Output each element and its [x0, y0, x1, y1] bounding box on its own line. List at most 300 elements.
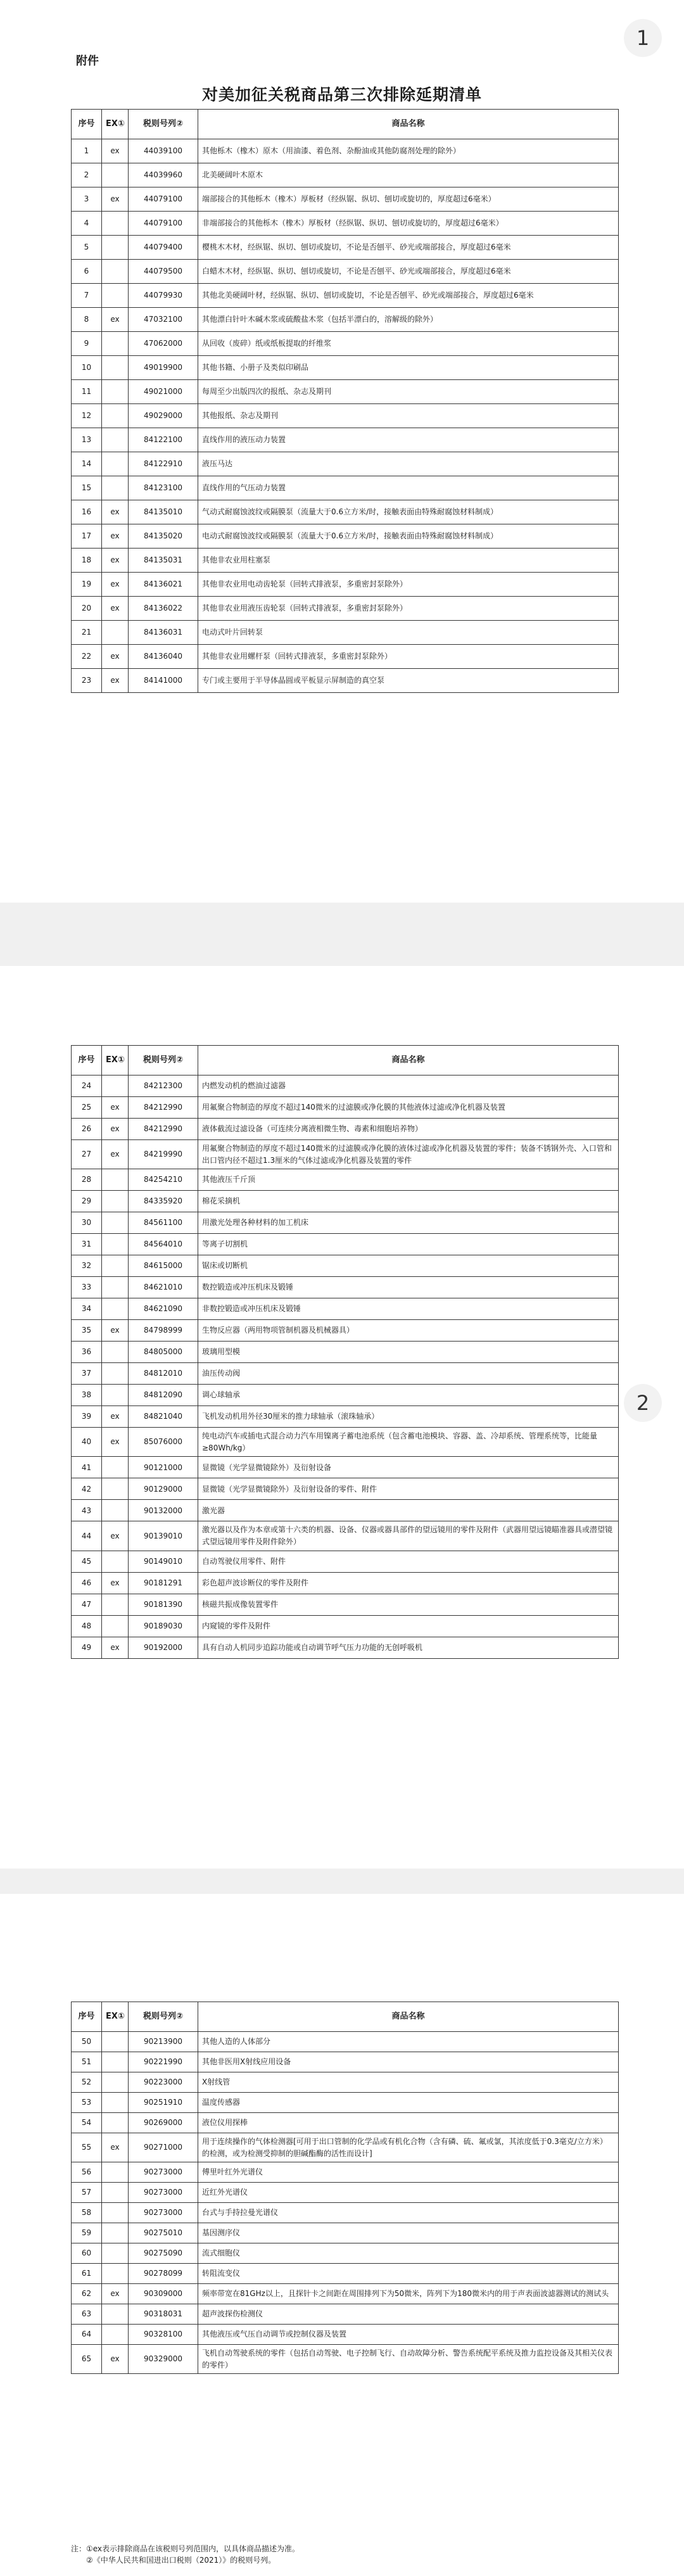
row-serial: 12	[72, 404, 102, 428]
table-row	[72, 573, 619, 597]
table-row	[72, 2264, 619, 2284]
row-serial: 24	[72, 1075, 102, 1097]
row-serial: 6	[72, 260, 102, 284]
table-row	[72, 2133, 619, 2162]
table-row	[72, 187, 619, 212]
row-ex: ex	[102, 1637, 129, 1658]
row-ex: ex	[102, 1119, 129, 1140]
table-row	[72, 236, 619, 260]
row-tariff-code: 84564010	[129, 1234, 198, 1255]
row-tariff-code: 90329000	[129, 2345, 198, 2374]
row-ex	[102, 2264, 129, 2284]
row-product-name: 其他液压千斤顶	[198, 1169, 619, 1191]
row-serial: 35	[72, 1320, 102, 1342]
row-ex: ex	[102, 139, 129, 163]
row-tariff-code: 84821040	[129, 1406, 198, 1428]
row-tariff-code: 90181390	[129, 1594, 198, 1615]
row-product-name: 直线作用的液压动力装置	[198, 428, 619, 452]
row-serial: 60	[72, 2243, 102, 2264]
row-ex: ex	[102, 573, 129, 597]
row-ex	[102, 236, 129, 260]
row-serial: 39	[72, 1406, 102, 1428]
row-ex: ex	[102, 2133, 129, 2162]
row-serial: 8	[72, 308, 102, 332]
row-ex	[102, 2162, 129, 2183]
row-product-name: 其他栎木（橡木）原木（用油漆、着色剂、杂酚油或其他防腐剂处理的除外）	[198, 139, 619, 163]
table-row	[72, 1521, 619, 1551]
header-serial: 序号	[72, 110, 102, 139]
row-ex: ex	[102, 500, 129, 524]
row-tariff-code: 90275010	[129, 2223, 198, 2243]
row-product-name: 生物反应器（两用物项管制机器及机械器具）	[198, 1320, 619, 1342]
row-ex	[102, 452, 129, 476]
row-ex: ex	[102, 669, 129, 693]
row-product-name: 飞机发动机用外径30厘米的推力球轴承（滚珠轴承）	[198, 1406, 619, 1428]
table-row	[72, 669, 619, 693]
row-tariff-code: 84621010	[129, 1277, 198, 1298]
row-ex: ex	[102, 2345, 129, 2374]
row-tariff-code: 84141000	[129, 669, 198, 693]
header-ex: EX①	[102, 110, 129, 139]
row-tariff-code: 84335920	[129, 1191, 198, 1212]
row-product-name: 频率带宽在81GHz以上，且探针卡之间距在周围排列下为50微米，阵列下为180微米内的用于声表面波滤器测试的测试头	[198, 2284, 619, 2304]
row-product-name: 调心球轴承	[198, 1385, 619, 1406]
row-product-name: 激光器	[198, 1500, 619, 1521]
table-row	[72, 1500, 619, 1521]
table-row	[72, 1406, 619, 1428]
row-ex	[102, 2183, 129, 2203]
row-ex	[102, 2325, 129, 2345]
table-header-row	[72, 1046, 619, 1075]
row-serial: 55	[72, 2133, 102, 2162]
row-serial: 30	[72, 1212, 102, 1234]
row-serial: 15	[72, 476, 102, 500]
row-tariff-code: 44079100	[129, 212, 198, 236]
table-row	[72, 308, 619, 332]
row-product-name: 专门或主要用于半导体晶圆或平板显示屏制造的真空泵	[198, 669, 619, 693]
row-tariff-code: 90251910	[129, 2093, 198, 2113]
row-ex: ex	[102, 2284, 129, 2304]
row-ex	[102, 621, 129, 645]
row-serial: 20	[72, 597, 102, 621]
header-tariff-code: 税则号列②	[129, 1046, 198, 1075]
header-product-name: 商品名称	[198, 1046, 619, 1075]
table-row	[72, 2052, 619, 2072]
row-product-name: 显微镜（光学显微镜除外）及衍射设备的零件、附件	[198, 1478, 619, 1500]
row-product-name: 直线作用的气压动力装置	[198, 476, 619, 500]
row-tariff-code: 44079930	[129, 284, 198, 308]
row-tariff-code: 90273000	[129, 2162, 198, 2183]
table-row	[72, 1637, 619, 1658]
table-row	[72, 2243, 619, 2264]
footnote-line-1: 注：①ex表示排除商品在该税则号列范围内，以具体商品描述为准。	[71, 2544, 300, 2553]
table-row	[72, 356, 619, 380]
row-ex	[102, 1615, 129, 1637]
table-row	[72, 404, 619, 428]
header-tariff-code: 税则号列②	[129, 110, 198, 139]
row-serial: 58	[72, 2203, 102, 2223]
row-product-name: 核磁共振成像装置零件	[198, 1594, 619, 1615]
table-row	[72, 2304, 619, 2325]
row-product-name: 其他人造的人体部分	[198, 2032, 619, 2052]
table-row	[72, 1191, 619, 1212]
row-serial: 17	[72, 524, 102, 549]
row-tariff-code: 84136031	[129, 621, 198, 645]
page-number-badge: 2	[624, 1384, 662, 1422]
row-product-name: 电动式叶片回转泵	[198, 621, 619, 645]
attachment-label: 附件	[76, 54, 99, 68]
row-product-name: 其他非农业用螺杆泵（回转式排液泵，多重密封泵除外）	[198, 645, 619, 669]
table-row	[72, 549, 619, 573]
row-serial: 45	[72, 1551, 102, 1572]
row-serial: 25	[72, 1097, 102, 1119]
row-product-name: 数控锻造或冲压机床及锻锤	[198, 1277, 619, 1298]
row-ex	[102, 1594, 129, 1615]
row-product-name: 北美硬阔叶木原木	[198, 163, 619, 187]
row-product-name: 端部接合的其他栎木（橡木）厚板材（经纵锯、纵切、刨切或旋切的，厚度超过6毫米）	[198, 187, 619, 212]
row-product-name: 其他非医用X射线应用设备	[198, 2052, 619, 2072]
row-product-name: 彩色超声波诊断仪的零件及附件	[198, 1572, 619, 1594]
row-tariff-code: 84135010	[129, 500, 198, 524]
row-product-name: 飞机自动驾驶系统的零件（包括自动驾驶、电子控制飞行、自动故障分析、警告系统配平系统及推力监控设备及其相关仪表的零件）	[198, 2345, 619, 2374]
row-tariff-code: 47062000	[129, 332, 198, 356]
table-row	[72, 380, 619, 404]
table-row	[72, 332, 619, 356]
row-serial: 16	[72, 500, 102, 524]
row-serial: 5	[72, 236, 102, 260]
row-ex	[102, 1277, 129, 1298]
row-serial: 2	[72, 163, 102, 187]
row-tariff-code: 44039960	[129, 163, 198, 187]
row-tariff-code: 84212990	[129, 1097, 198, 1119]
row-product-name: 其他报纸、杂志及期刊	[198, 404, 619, 428]
row-serial: 4	[72, 212, 102, 236]
row-tariff-code: 84135031	[129, 549, 198, 573]
row-tariff-code: 49021000	[129, 380, 198, 404]
row-ex	[102, 1385, 129, 1406]
row-serial: 10	[72, 356, 102, 380]
row-ex: ex	[102, 549, 129, 573]
row-serial: 19	[72, 573, 102, 597]
row-tariff-code: 84122910	[129, 452, 198, 476]
table-row	[72, 2113, 619, 2133]
row-product-name: 锯床或切断机	[198, 1255, 619, 1277]
document-page-3	[0, 1894, 684, 2576]
row-tariff-code: 44039100	[129, 139, 198, 163]
table-row	[72, 1298, 619, 1320]
row-product-name: 油压传动阀	[198, 1363, 619, 1385]
row-product-name: 具有自动人机同步追踪功能或自动调节呼气压力功能的无创呼吸机	[198, 1637, 619, 1658]
row-tariff-code: 90273000	[129, 2183, 198, 2203]
row-ex	[102, 476, 129, 500]
row-product-name: 其他非农业用电动齿轮泵（回转式排液泵，多重密封泵除外）	[198, 573, 619, 597]
table-row	[72, 1255, 619, 1277]
table-row	[72, 2183, 619, 2203]
table-header-row	[72, 110, 619, 139]
row-product-name: 用激光处理各种材料的加工机床	[198, 1212, 619, 1234]
row-serial: 7	[72, 284, 102, 308]
document-title: 对美加征关税商品第三次排除延期清单	[201, 86, 482, 104]
table-row	[72, 2223, 619, 2243]
row-tariff-code: 84212990	[129, 1119, 198, 1140]
table-row	[72, 1277, 619, 1298]
row-tariff-code: 84212300	[129, 1075, 198, 1097]
row-ex	[102, 2032, 129, 2052]
row-product-name: 其他非农业用液压齿轮泵（回转式排液泵，多重密封泵除外）	[198, 597, 619, 621]
row-tariff-code: 90181291	[129, 1572, 198, 1594]
row-ex: ex	[102, 1406, 129, 1428]
row-product-name: 气动式耐腐蚀波纹或隔膜泵（流量大于0.6立方米/时，接触表面由特殊耐腐蚀材料制成）	[198, 500, 619, 524]
header-tariff-code: 税则号列②	[129, 2002, 198, 2032]
row-product-name: 显微镜（光学显微镜除外）及衍射设备	[198, 1457, 619, 1478]
row-tariff-code: 47032100	[129, 308, 198, 332]
row-tariff-code: 90129000	[129, 1478, 198, 1500]
row-ex	[102, 2052, 129, 2072]
row-tariff-code: 90273000	[129, 2203, 198, 2223]
table-row	[72, 1551, 619, 1572]
row-ex	[102, 1457, 129, 1478]
row-product-name: 用于连续操作的气体检测器[可用于出口管制的化学品或有机化合物（含有磷、硫、氟或氯，其浓度低于0.3毫克/立方米）的检测，或为检测受抑制的胆碱酯酶的活性而设计]	[198, 2133, 619, 2162]
table-row	[72, 1478, 619, 1500]
row-tariff-code: 44079500	[129, 260, 198, 284]
row-ex	[102, 356, 129, 380]
row-ex	[102, 2072, 129, 2093]
row-tariff-code: 44079100	[129, 187, 198, 212]
row-tariff-code: 90223000	[129, 2072, 198, 2093]
row-ex	[102, 1234, 129, 1255]
row-ex	[102, 1500, 129, 1521]
row-ex	[102, 163, 129, 187]
row-serial: 48	[72, 1615, 102, 1637]
row-tariff-code: 84561100	[129, 1212, 198, 1234]
row-ex: ex	[102, 187, 129, 212]
table-row	[72, 1234, 619, 1255]
row-product-name: 纯电动汽车或插电式混合动力汽车用镍离子蓄电池系统（包含蓄电池模块、容器、盖、冷却系统、管理系统等，比能量≥80Wh/kg）	[198, 1428, 619, 1457]
row-ex	[102, 1255, 129, 1277]
row-serial: 38	[72, 1385, 102, 1406]
row-product-name: 液体截流过滤设备（可连续分离液相微生物、毒素和细胞培养物）	[198, 1119, 619, 1140]
row-tariff-code: 90121000	[129, 1457, 198, 1478]
table-row	[72, 1342, 619, 1363]
table-row	[72, 163, 619, 187]
row-tariff-code: 90213900	[129, 2032, 198, 2052]
row-tariff-code: 90328100	[129, 2325, 198, 2345]
row-ex: ex	[102, 1320, 129, 1342]
row-product-name: 内燃发动机的燃油过滤器	[198, 1075, 619, 1097]
row-product-name: 液位仪用探棒	[198, 2113, 619, 2133]
row-product-name: 用氟聚合物制造的厚度不超过140微米的过滤膜或净化膜的液体过滤或净化机器及装置的零件；装备不锈钢外壳、入口管和出口管内径不超过1.3厘米的气体过滤或净化机器及装置的零件	[198, 1140, 619, 1169]
row-tariff-code: 84123100	[129, 476, 198, 500]
row-ex	[102, 2113, 129, 2133]
header-serial: 序号	[72, 1046, 102, 1075]
row-tariff-code: 84122100	[129, 428, 198, 452]
row-tariff-code: 84812090	[129, 1385, 198, 1406]
row-serial: 41	[72, 1457, 102, 1478]
row-tariff-code: 90278099	[129, 2264, 198, 2284]
row-serial: 51	[72, 2052, 102, 2072]
row-ex	[102, 2223, 129, 2243]
header-ex: EX①	[102, 2002, 129, 2032]
row-tariff-code: 90275090	[129, 2243, 198, 2264]
header-product-name: 商品名称	[198, 2002, 619, 2032]
row-serial: 50	[72, 2032, 102, 2052]
table-row	[72, 1457, 619, 1478]
row-serial: 52	[72, 2072, 102, 2093]
row-ex: ex	[102, 308, 129, 332]
row-product-name: 其他漂白针叶木碱木浆或硫酸盐木浆（包括半漂白的，溶解级的除外）	[198, 308, 619, 332]
row-product-name: 每周至少出版四次的报纸、杂志及期刊	[198, 380, 619, 404]
row-serial: 18	[72, 549, 102, 573]
row-serial: 32	[72, 1255, 102, 1277]
row-serial: 34	[72, 1298, 102, 1320]
row-ex	[102, 1169, 129, 1191]
row-ex	[102, 260, 129, 284]
row-serial: 64	[72, 2325, 102, 2345]
row-ex: ex	[102, 1140, 129, 1169]
row-product-name: 其他书籍、小册子及类似印刷品	[198, 356, 619, 380]
table-row	[72, 1594, 619, 1615]
table-header-row	[72, 2002, 619, 2032]
row-product-name: 傅里叶红外光谱仪	[198, 2162, 619, 2183]
row-serial: 36	[72, 1342, 102, 1363]
row-serial: 9	[72, 332, 102, 356]
table-row	[72, 645, 619, 669]
row-product-name: 近红外光谱仪	[198, 2183, 619, 2203]
table-row	[72, 2072, 619, 2093]
exclusion-table-page-2	[71, 1045, 619, 1659]
row-serial: 44	[72, 1521, 102, 1551]
row-ex: ex	[102, 1097, 129, 1119]
table-row	[72, 500, 619, 524]
row-ex	[102, 428, 129, 452]
exclusion-table-page-1	[71, 109, 619, 693]
row-ex	[102, 1212, 129, 1234]
row-tariff-code: 44079400	[129, 236, 198, 260]
row-product-name: 其他非农业用柱塞泵	[198, 549, 619, 573]
row-ex	[102, 1075, 129, 1097]
table-row	[72, 1572, 619, 1594]
row-serial: 11	[72, 380, 102, 404]
table-row	[72, 428, 619, 452]
row-serial: 40	[72, 1428, 102, 1457]
row-serial: 33	[72, 1277, 102, 1298]
table-row	[72, 260, 619, 284]
table-row	[72, 1140, 619, 1169]
exclusion-table-page-3	[71, 2002, 619, 2374]
row-tariff-code: 90269000	[129, 2113, 198, 2133]
table-row	[72, 2032, 619, 2052]
row-tariff-code: 49029000	[129, 404, 198, 428]
header-serial: 序号	[72, 2002, 102, 2032]
row-ex	[102, 404, 129, 428]
row-product-name: 电动式耐腐蚀波纹或隔膜泵（流量大于0.6立方米/时，接触表面由特殊耐腐蚀材料制成）	[198, 524, 619, 549]
row-product-name: 等离子切割机	[198, 1234, 619, 1255]
footnote-line-2: ②《中华人民共和国进出口税则（2021）》的税则号列。	[86, 2556, 276, 2565]
row-serial: 42	[72, 1478, 102, 1500]
row-serial: 47	[72, 1594, 102, 1615]
table-row	[72, 2162, 619, 2183]
row-product-name: 转阻流变仪	[198, 2264, 619, 2284]
row-tariff-code: 84812010	[129, 1363, 198, 1385]
row-ex	[102, 1551, 129, 1572]
row-tariff-code: 49019900	[129, 356, 198, 380]
document-page-2	[0, 966, 684, 1869]
table-row	[72, 524, 619, 549]
row-tariff-code: 90139010	[129, 1521, 198, 1551]
row-serial: 3	[72, 187, 102, 212]
row-ex: ex	[102, 1572, 129, 1594]
page-number-badge: 1	[624, 19, 662, 57]
row-product-name: 内窥镜的零件及附件	[198, 1615, 619, 1637]
row-serial: 31	[72, 1234, 102, 1255]
row-product-name: 基因测序仪	[198, 2223, 619, 2243]
table-row	[72, 1615, 619, 1637]
table-row	[72, 1428, 619, 1457]
table-row	[72, 284, 619, 308]
row-product-name: 液压马达	[198, 452, 619, 476]
row-ex: ex	[102, 524, 129, 549]
row-product-name: 棉花采摘机	[198, 1191, 619, 1212]
row-tariff-code: 84136022	[129, 597, 198, 621]
row-serial: 13	[72, 428, 102, 452]
row-product-name: 流式细胞仪	[198, 2243, 619, 2264]
row-serial: 56	[72, 2162, 102, 2183]
row-product-name: 自动驾驶仪用零件、附件	[198, 1551, 619, 1572]
row-serial: 54	[72, 2113, 102, 2133]
row-product-name: 用氟聚合物制造的厚度不超过140微米的过滤膜或净化膜的其他液体过滤或净化机器及装置	[198, 1097, 619, 1119]
row-product-name: 其他液压或气压自动调节或控制仪器及装置	[198, 2325, 619, 2345]
row-ex	[102, 380, 129, 404]
row-tariff-code: 84219990	[129, 1140, 198, 1169]
row-serial: 46	[72, 1572, 102, 1594]
document-page-1	[0, 0, 684, 903]
row-product-name: 白蜡木木材，经纵锯、纵切、刨切或旋切，不论是否刨平、砂光或端部接合，厚度超过6毫米	[198, 260, 619, 284]
row-tariff-code: 85076000	[129, 1428, 198, 1457]
row-tariff-code: 84798999	[129, 1320, 198, 1342]
row-tariff-code: 90189030	[129, 1615, 198, 1637]
row-product-name: 玻璃用型模	[198, 1342, 619, 1363]
row-serial: 57	[72, 2183, 102, 2203]
row-tariff-code: 84135020	[129, 524, 198, 549]
row-product-name: 激光器以及作为本章或第十六类的机器、设备、仪器或器具部件的望远镜用的零件及附件（武器用望远镜瞄准器具或潜望镜式望远镜用零件及附件除外）	[198, 1521, 619, 1551]
table-row	[72, 597, 619, 621]
row-ex	[102, 2203, 129, 2223]
row-serial: 26	[72, 1119, 102, 1140]
table-row	[72, 1097, 619, 1119]
table-row	[72, 212, 619, 236]
table-row	[72, 1363, 619, 1385]
row-product-name: 温度传感器	[198, 2093, 619, 2113]
row-serial: 49	[72, 1637, 102, 1658]
row-tariff-code: 90221990	[129, 2052, 198, 2072]
row-tariff-code: 90309000	[129, 2284, 198, 2304]
row-product-name: 非数控锻造或冲压机床及锻锤	[198, 1298, 619, 1320]
row-product-name: X射线管	[198, 2072, 619, 2093]
row-ex	[102, 1478, 129, 1500]
row-product-name: 樱桃木木材，经纵锯、纵切、刨切或旋切，不论是否刨平、砂光或端部接合，厚度超过6毫米	[198, 236, 619, 260]
row-ex	[102, 2304, 129, 2325]
row-ex: ex	[102, 1521, 129, 1551]
table-row	[72, 1169, 619, 1191]
table-row	[72, 2345, 619, 2374]
table-row	[72, 1075, 619, 1097]
header-product-name: 商品名称	[198, 110, 619, 139]
row-ex	[102, 1191, 129, 1212]
row-product-name: 非端部接合的其他栎木（橡木）厚板材（经纵锯、纵切、刨切或旋切的，厚度超过6毫米）	[198, 212, 619, 236]
row-serial: 29	[72, 1191, 102, 1212]
row-product-name: 超声波探伤检测仪	[198, 2304, 619, 2325]
footnotes	[71, 2543, 300, 2566]
